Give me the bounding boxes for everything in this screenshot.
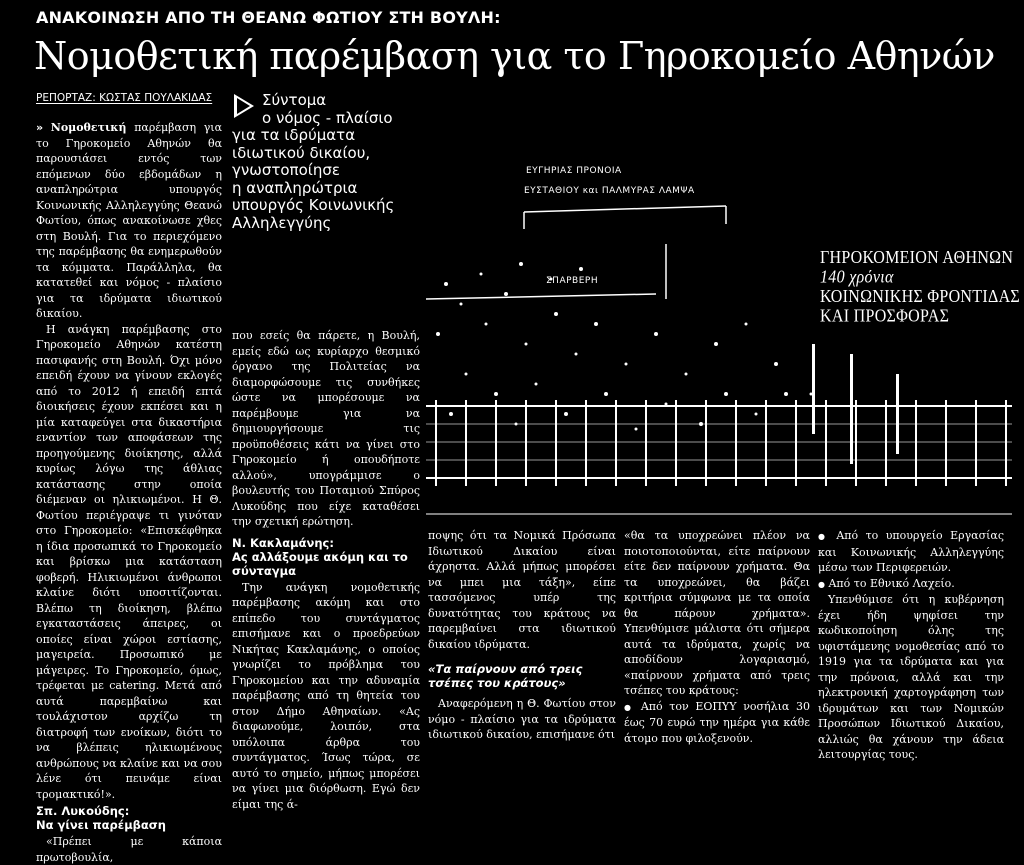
col1-subhead: Σπ. Λυκούδης: Να γίνει παρέμβαση: [36, 804, 166, 832]
col3-paragraph-2: Αναφερόμενη η Θ. Φωτίου στον νόμο - πλαίσιο για τα ιδρύματα ιδιωτικού δικαίου, επισήμανε ότι: [428, 697, 616, 741]
col5-paragraph-1: Υπενθύμισε ότι η κυβέρνηση έχει ήδη ψηφίσει την κωδικοποίηση όλης της υφιστάμενης νομοθεσίας από το 1919 για τα ιδρύματα και για την πρόνοια, αλλά και την ηλεκτρονική χαρτογράφηση των ιδρυμάτων και των Νομικών Προσώπων Ιδιωτικού Δικαίου, αλλιώς θα χάνουν την άδεια λειτουργίας τους.: [818, 593, 1004, 761]
photo-sign-mid: ΣΠΑΡΒΕΡΗ: [546, 276, 599, 286]
pull-line: υπουργός Κοινωνικής: [232, 196, 395, 214]
bullet-icon: ●: [818, 579, 825, 589]
pull-line: για τα ιδρύματα: [232, 126, 356, 144]
column-3: [428, 528, 616, 743]
bullet-icon: ●: [624, 702, 635, 712]
column-1: [36, 120, 222, 865]
pull-line: η αναπληρώτρια: [232, 178, 358, 197]
bullet-icon: ●: [818, 532, 829, 541]
col4-bullet-1: ● Από τον ΕΟΠΥΥ νοσήλια 30 έως 70 ευρώ την ημέρα για κάθε άτομο που φιλοξενούν.: [624, 699, 810, 745]
photo-sign-right: ΓΗΡΟΚΟΜΕΙΟΝ ΑΘΗΝΩΝ 140 χρόνια ΚΟΙΝΩΝΙΚΗΣ ΦΡΟΝΤΙΔΑΣ ΚΑΙ ΠΡΟΣΦΟΡΑΣ: [820, 248, 1021, 327]
kicker: ΑΝΑΚΟΙΝΩΣΗ ΑΠΟ ΤΗ ΘΕΑΝΩ ΦΩΤΙΟΥ ΣΤΗ ΒΟΥΛΗ:: [36, 8, 501, 27]
column-5: [818, 528, 1004, 763]
photo-sign-top-1: ΕΥΓΗΡΙΑΣ ΠΡΟΝΟΙΑ: [526, 166, 622, 176]
col4-paragraph-1: «θα τα υποχρεώνει πλέον να ποιοτοποιούνται, είτε παίρνουν είτε δεν παίρνουν χρήματα. Θα τα υποχρεώνει, θα βάζει κριτήρια σύμφωνα με τα οποία θα πάρουν χρήματα». Υπενθύμισε μάλιστα ότι σήμερα αυτά τα ιδρύματα, χωρίς να αποδίδουν λογαριασμό, «παίρνουν χρήματα από τρεις τσέπες του κράτους:: [624, 529, 810, 697]
byline: ΡΕΠΟΡΤΑΖ: ΚΩΣΤΑΣ ΠΟΥΛΑΚΙΔΑΣ: [36, 92, 213, 104]
lead-marker-icon: »: [36, 121, 44, 134]
pull-line: Σύντομα: [262, 91, 327, 109]
column-2: [232, 328, 420, 812]
lead-bold: Νομοθετική: [50, 121, 127, 134]
col3-subhead: «Τα παίρνουν από τρεις τσέπες του κράτους»: [428, 662, 583, 690]
play-triangle-icon: [234, 94, 254, 118]
col5-bullet-3: ● Από το Εθνικό Λαχείο.: [818, 576, 955, 590]
pull-line: ιδιωτικού δικαίου,: [232, 143, 371, 162]
col5-bullet-2: ● Από το υπουργείο Εργασίας και Κοινωνικής Αλληλεγγύης μέσω των Περιφερειών.: [818, 529, 1004, 574]
col2-paragraph-2: Την ανάγκη νομοθετικής παρέμβασης ακόμη και στο επίπεδο του συντάγματος επισήμανε και ο προεδρεύων Νικήτας Κακλαμάνης, ο οποίος γνωρίζει το πρόβλημα του Γηροκομείου και την αδυναμία παρέμβασης από τη θητεία του στον Δήμο Αθηναίων. «Ας διαφωνούμε, λοιπόν, στα υπόλοιπα άρθρα του συντάγματος. Ίσως τώρα, σε αυτό το σημείο, μήπως μπορέσει να γίνει μια διόρθωση. Εγώ δεν είμαι της ά-: [232, 580, 420, 811]
headline: Νομοθετική παρέμβαση για το Γηροκομείο Αθηνών: [34, 34, 995, 78]
col2-paragraph-1: που εσείς θα πάρετε, η Βουλή, εμείς εδώ ως κυρίαρχο θεσμικό όργανο της Πολιτείας να διαμορφώσουμε τις συνθήκες ώστε να μπορέσουμε να παρέμβουμε για να δημιουργήσουμε τις προϋποθέσεις κάτι να γίνει στο Γηροκομείο ή οπουδήποτε αλλού», υπογράμμισε ο βουλευτής του Ποταμιού Σπύρος Λυκούδης που είχε καταθέσει την σχετική ερώτηση.: [232, 329, 420, 528]
col1-paragraph-2: Η ανάγκη παρέμβασης στο Γηροκομείο Αθηνών κατέστη πασιφανής στη Βουλή. Όχι μόνο επειδή έχουν να γίνουν εκλογές από το 2012 ή επειδή επτά διοικήσεις έχουν εκπέσει και η μία καταφεύγει στα δικαστήρια εναντίον των αποφάσεων της προηγούμενης διοίκησης, αλλά κυρίως λόγω της άθλιας κατάστασης στην οποία διέμεναν οι ηλικιωμένοι. Η Θ. Φωτίου περιέγραψε τι γινόταν στο Γηροκομείο: «Επισκέφθηκα η ίδια προσωπικά το Γηροκομείο και βρίσκω μια κατάσταση φοβερή. Ηλικιωμένοι άνθρωποι κλαίνε διότι υποσιτίζονται. Βλέπω τη διοίκηση, βλέπω εγκαταστάσεις άπειρες, οι οποίες είναι χώροι εστίασης, μαγειρεία. Προσωπικό με μάγειρες. Το Γηροκομείο, όμως, τρέφεται με catering. Μετά από αυτά παρεμβαίνω και τουλάχιστον αρχίζω τη διατροφή των ενοίκων, διότι το να βλέπεις ηλικιωμένους ανθρώπους να κλαίνε και να σου λένε ότι πεινάμε είναι τρομακτικό!».: [36, 322, 222, 801]
pull-line: ο νόμος - πλαίσιο: [262, 108, 393, 127]
col2-subhead: Ν. Κακλαμάνης: Ας αλλάξουμε ακόμη και το σύνταγμα: [232, 535, 408, 578]
photo-sign-top-2: ΕΥΣΤΑΘΙΟΥ και ΠΑΛΜΥΡΑΣ ΛΑΜΨΑ: [524, 186, 695, 196]
pull-quote: [232, 92, 422, 232]
col1-paragraph-1: παρέμβαση για το Γηροκομείο Αθηνών θα παρουσιάσει εντός των επόμενων δύο εβδομάδων η αναπληρώτρια υπουργός Κοινωνικής Αλληλεγγύης Θεανώ Φωτίου, όπως ανακοίνωσε χθες στη Βουλή. Για το περιεχόμενο της παρέμβασης θα ενημερωθούν τα κόμματα. Παράλληλα, θα κατατεθεί και νόμος - πλαίσιο για τα ιδρύματα ιδιωτικού δικαίου.: [36, 121, 223, 320]
pull-line: γνωστοποίησε: [232, 161, 340, 179]
pull-line: Αλληλεγγύης: [232, 213, 332, 232]
column-4: [624, 528, 810, 746]
col1-paragraph-3: «Πρέπει με κάποια πρωτοβουλία,: [36, 835, 222, 864]
col3-paragraph-1: ποψης ότι τα Νομικά Πρόσωπα Ιδιωτικού Δικαίου είναι άχρηστα. Αλλά μήπως μπορέσει να μπει μια τάξη», είπε τασσόμενος υπέρ της δυνατότητας του κράτους να παρεμβαίνει στα ιδιωτικού δικαίου ιδρύματα.: [428, 529, 616, 651]
